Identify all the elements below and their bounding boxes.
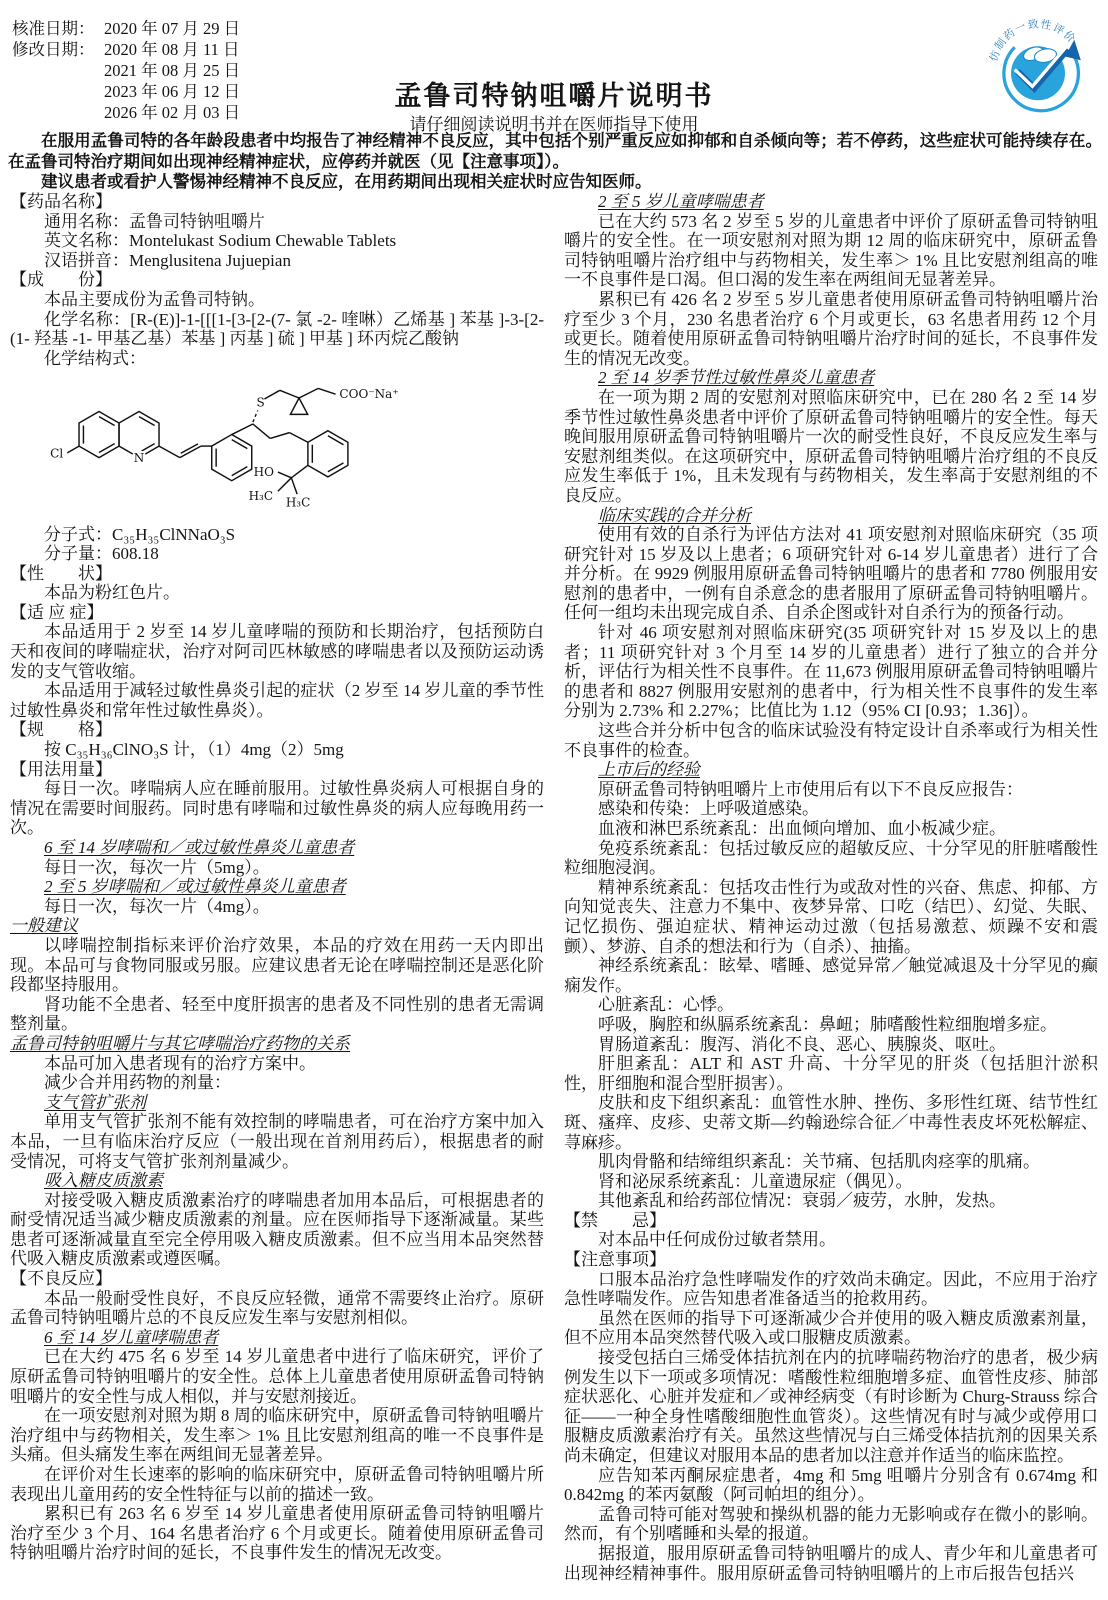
paragraph: 本品为粉红色片。 — [44, 583, 180, 603]
left-column-bottom-blocks — [10, 525, 544, 1563]
paragraph: 肾功能不全患者、轻至中度肝损害的患者及不同性别的患者无需调整剂量。 — [10, 994, 544, 1034]
paragraph: 在一项安慰剂对照为期 8 周的临床研究中，原研孟鲁司特钠咀嚼片治疗组中与药物相关，发生率＞ 1% 且比安慰剂组高的唯一不良事件是头痛。但头痛发生率在两组间无显著差异。 — [10, 1406, 544, 1465]
section-heading: 【规 格】 — [10, 720, 112, 740]
paragraph: 接受包括白三烯受体拮抗剂在内的抗哮喘药物治疗的患者，极少病例发生以下一项或多项情况：嗜酸性粒细胞增多症、血管性皮疹、肺部症状恶化、心脏并发症和／或神经病变（有时诊断为 Churg-Strauss 综合征——一种全身性嗜酸细胞性血管炎）。这些情况有时与减少或停用口服糖皮质激素治疗有关。虽然这些情况与白三烯受体拮抗剂的因果关系尚未确定，但建议对服用本品的患者加以注意并作适当的临床监控。 — [564, 1348, 1098, 1465]
subsection-heading: 支气管扩张剂 — [44, 1092, 146, 1112]
sulfur-atom-label: S — [256, 396, 265, 411]
revision-date-row — [12, 39, 240, 60]
carboxylate-sodium-label: COO⁻Na⁺ — [339, 387, 399, 402]
right-column — [564, 192, 1098, 1583]
paragraph: 已在大约 475 名 6 岁至 14 岁儿童患者中进行了临床研究，评价了原研孟鲁司特钠咀嚼片的安全性。总体上儿童患者使用原研孟鲁司特钠咀嚼片的安全性与成人相似，并与安慰剂接近。 — [10, 1347, 544, 1406]
section-heading: 【用法用量】 — [10, 759, 112, 779]
approval-date-row — [12, 18, 240, 39]
paragraph: 本品主要成份为孟鲁司特钠。 — [44, 289, 265, 309]
paragraph: 以哮喘控制指标来评价治疗效果，本品的疗效在用药一天内即出现。本品可与食物同服或另服。应建议患者无论在哮喘控制还是恶化阶段都坚持服用。 — [10, 935, 544, 995]
paragraph: 口服本品治疗急性哮喘发作的疗效尚未确定。因此，不应用于治疗急性哮喘发作。应告知患者准备适当的抢救用药。 — [564, 1269, 1098, 1309]
montelukast-structure-drawing — [24, 373, 476, 519]
paragraph: 神经系统紊乱：眩晕、嗜睡、感觉异常／触觉减退及十分罕见的癫痫发作。 — [564, 956, 1098, 995]
subsection-heading: 6 至 14 岁哮喘和／或过敏性鼻炎儿童患者 — [44, 838, 355, 858]
paragraph: 在一项为期 2 周的安慰剂对照临床研究中，已在 280 名 2 至 14 岁季节性过敏性鼻炎患者中评价了原研孟鲁司特钠咀嚼片的安全性。每天晚间服用原研孟鲁司特钠咀嚼片一次的耐受性良好，不良反应发生率与安慰剂组类似。在这项研究中，原研孟鲁司特钠咀嚼片治疗组的不良反应发生率低于 1%，且未发现有与药物相关，发生率高于安慰剂组的不良反应。 — [564, 387, 1098, 505]
paragraph: 分子式：C₃₅H₃₅ClNNaO₃S — [44, 524, 236, 544]
chlorine-atom-label: Cl — [50, 446, 64, 461]
approval-date-value: 2020 年 07 月 29 日 — [104, 19, 241, 38]
paragraph: 精神系统紊乱：包括攻击性行为或敌对性的兴奋、焦虑、抑郁、方向知觉丧失、注意力不集中、夜梦异常、口吃（结巴）、幻觉、失眠、记忆损伤、强迫症状、精神运动过激（包括易激惹、烦躁不安和震颤）、梦游、自杀的想法和行为（自杀）、抽搐。 — [564, 877, 1098, 956]
logo-arc-text: 仿制药一致性评价 — [986, 17, 1079, 64]
paragraph: 英文名称：Montelukast Sodium Chewable Tablets — [44, 231, 397, 251]
hydroxyl-label: HO — [253, 465, 275, 480]
subsection-heading: 一般建议 — [10, 916, 78, 936]
paragraph: 虽然在医师的指导下可逐渐减少合并使用的吸入糖皮质激素剂量，但不应用本品突然替代吸入或口服糖皮质激素。 — [564, 1308, 1098, 1348]
paragraph: 肝胆紊乱：ALT 和 AST 升高、十分罕见的肝炎（包括胆汁淤积性，肝细胞和混合型肝损害）。 — [564, 1054, 1098, 1093]
nitrogen-atom-label: N — [133, 451, 145, 466]
section-heading: 【适 应 症】 — [10, 602, 104, 622]
paragraph: 据报道，服用原研孟鲁司特钠咀嚼片的成人、青少年和儿童患者可出现神经精神事件。服用原研孟鲁司特钠咀嚼片的上市后报告包括兴 — [564, 1543, 1098, 1583]
warning-paragraph: 在服用孟鲁司特的各年龄段患者中均报告了神经精神不良反应，其中包括个别严重反应如抑郁和自杀倾向等；若不停药，这些症状可能持续存在。在孟鲁司特治疗期间如出现神经精神症状，应停药并就医（见【注意事项】）。 — [8, 131, 1102, 171]
paragraph: 本品可加入患者现有的治疗方案中。 — [44, 1053, 316, 1073]
document-title: 孟鲁司特钠咀嚼片说明书 — [394, 81, 714, 111]
paragraph: 感染和传染：上呼吸道感染。 — [598, 799, 819, 819]
paragraph: 本品适用于 2 岁至 14 岁儿童哮喘的预防和长期治疗，包括预防白天和夜间的哮喘症状，治疗对阿司匹林敏感的哮喘患者以及预防运动诱发的支气管收缩。 — [10, 622, 544, 681]
subsection-heading: 2 至 5 岁儿童哮喘患者 — [598, 192, 764, 211]
header — [0, 0, 1108, 192]
paragraph: 应告知苯丙酮尿症患者，4mg 和 5mg 咀嚼片分别含有 0.674mg 和 0.842mg 的苯丙氨酸（阿司帕坦的组分）。 — [564, 1465, 1098, 1505]
methyl-label: H₃C — [285, 496, 311, 511]
two-column-body — [0, 192, 1108, 1583]
paragraph: 通用名称：孟鲁司特钠咀嚼片 — [44, 211, 265, 231]
section-heading: 【性 状】 — [10, 563, 112, 583]
paragraph: 本品适用于减轻过敏性鼻炎引起的症状（2 岁至 14 岁儿童的季节性过敏性鼻炎和常年性过敏性鼻炎）。 — [10, 681, 544, 720]
paragraph: 针对 46 项安慰剂对照临床研究(35 项研究针对 15 岁及以上的患者；11 项研究针对 3 个月至 14 岁的儿童患者）进行了独立的合并分析，评估行为相关性不良事件。在 11,673 例服用原研孟鲁司特钠咀嚼片的患者和 8827 例服用安慰剂的患者中，行为相关性不良事件的发生率分别为 2.73% 和 2.27%；比值比为 1.12（95% CI [0.93；1.36]）。 — [564, 623, 1098, 721]
paragraph: 肾和泌尿系统紊乱：儿童遗尿症（偶见）。 — [598, 1171, 913, 1191]
paragraph: 血液和淋巴系统紊乱：出血倾向增加、血小板减少症。 — [598, 819, 1006, 838]
revision-date-value: 2023 年 06 月 12 日 — [104, 82, 241, 101]
paragraph: 孟鲁司特可能对驾驶和操纵机器的能力无影响或存在微小的影响。然而，有个别嗜睡和头晕的报道。 — [564, 1504, 1098, 1544]
right-column-blocks — [564, 192, 1098, 1583]
paragraph: 化学结构式： — [44, 348, 146, 368]
paragraph: 呼吸，胸腔和纵膈系统紊乱：鼻衄；肺嗜酸性粒细胞增多症。 — [598, 1014, 1057, 1034]
document-subtitle: 请仔细阅读说明书并在医师指导下使用 — [409, 115, 699, 134]
paragraph: 每日一次。哮喘病人应在睡前服用。过敏性鼻炎病人可根据自身的情况在需要时间服药。同时患有哮喘和过敏性鼻炎的病人应每晚用药一次。 — [10, 779, 544, 838]
paragraph: 使用有效的自杀行为评估方法对 41 项安慰剂对照临床研究（35 项研究针对 15 岁及以上患者；6 项研究针对 6-14 岁儿童患者）进行了合并分析。在 9929 例服用原研孟鲁司特钠咀嚼片的患者和 7780 例服用安慰剂的患者中，一例有自杀意念的患者服用了原研孟鲁司特钠咀嚼片。任何一组均未出现完成自杀、自杀企图或针对自杀行为的预备行动。 — [564, 525, 1098, 623]
chemical-structure-figure — [24, 373, 476, 519]
paragraph: 每日一次，每次一片（4mg）。 — [44, 896, 270, 916]
paragraph: 皮肤和皮下组织紊乱：血管性水肿、挫伤、多形性红斑、结节性红斑、瘙痒、皮疹、史蒂文斯—约翰逊综合征／中毒性表皮坏死松解症、荨麻疹。 — [564, 1093, 1098, 1152]
paragraph: 胃肠道紊乱：腹泻、消化不良、恶心、胰腺炎、呕吐。 — [598, 1034, 1006, 1054]
paragraph: 每日一次，每次一片（5mg）。 — [44, 857, 270, 877]
paragraph: 对接受吸入糖皮质激素治疗的哮喘患者加用本品后，可根据患者的耐受情况适当减少糖皮质激素的剂量。应在医师指导下逐渐减量。某些患者可逐渐减量直至完全停用吸入糖皮质激素。但不应当用本品突然替代吸入糖皮质激素或遵医嘱。 — [10, 1190, 544, 1269]
paragraph: 化学名称：[R-(E)]-1-[[[1-[3-[2-(7- 氯 -2- 喹啉）乙烯基 ] 苯基 ]-3-[2-(1- 羟基 -1- 甲基乙基）苯基 ] 丙基 ] 硫 ] 甲基 ] 环丙烷乙酸钠 — [10, 309, 544, 349]
revision-date-value: 2021 年 08 月 25 日 — [104, 61, 241, 80]
section-heading: 【成 份】 — [10, 270, 112, 290]
approval-date-label: 核准日期： — [12, 19, 95, 38]
paragraph: 本品一般耐受性良好，不良反应轻微，通常不需要终止治疗。原研孟鲁司特钠咀嚼片总的不良反应发生率与安慰剂相似。 — [10, 1288, 544, 1328]
paragraph: 心脏紊乱：心悸。 — [598, 995, 734, 1015]
subsection-heading: 2 至 14 岁季节性过敏性鼻炎儿童患者 — [598, 368, 875, 388]
left-column — [10, 192, 544, 1583]
subsection-heading: 吸入糖皮质激素 — [44, 1171, 163, 1191]
paragraph: 已在大约 573 名 2 岁至 5 岁的儿童患者中评价了原研孟鲁司特钠咀嚼片的安全性。在一项安慰剂对照为期 12 周的临床研究中，原研孟鲁司特钠咀嚼片治疗组中与药物相关，发生率＞ 1% 且比安慰剂组高的唯一不良事件是口渴。但口渴的发生率在两组间无显著差异。 — [564, 211, 1098, 290]
paragraph: 减少合并用药物的剂量： — [44, 1073, 231, 1093]
subsection-heading: 孟鲁司特钠咀嚼片与其它哮喘治疗药物的关系 — [10, 1033, 350, 1053]
paragraph: 分子量：608.18 — [44, 544, 159, 564]
section-heading: 【不良反应】 — [10, 1269, 112, 1289]
paragraph: 原研孟鲁司特钠咀嚼片上市使用后有以下不良反应报告： — [598, 779, 1023, 799]
methyl-label: H₃C — [248, 489, 274, 504]
revision-date-value: 2026 年 02 月 03 日 — [104, 103, 241, 122]
section-heading: 【药品名称】 — [10, 192, 112, 211]
consistency-evaluation-logo-icon — [984, 10, 1092, 118]
paragraph: 汉语拼音：Menglusitena Jujuepian — [44, 250, 291, 270]
paragraph: 累积已有 263 名 6 岁至 14 岁儿童患者使用原研孟鲁司特钠咀嚼片治疗至少 3 个月、164 名患者治疗 6 个月或更长。随着使用原研孟鲁司特钠咀嚼片治疗时间的延长，不良事件发生的情况无改变。 — [10, 1504, 544, 1563]
subsection-heading: 临床实践的合并分析 — [598, 505, 751, 525]
subsection-heading: 上市后的经验 — [598, 760, 700, 780]
revision-date-label: 修改日期： — [12, 40, 95, 59]
section-heading: 【禁 忌】 — [564, 1210, 666, 1230]
revision-date-value: 2020 年 08 月 11 日 — [104, 40, 240, 59]
paragraph: 单用支气管扩张剂不能有效控制的哮喘患者，可在治疗方案中加入本品，一旦有临床治疗反应（一般出现在首剂用药后），根据患者的耐受情况，可将支气管扩张剂剂量减少。 — [10, 1112, 544, 1171]
paragraph: 这些合并分析中包含的临床试验没有特定设计自杀率或行为相关性不良事件的检查。 — [564, 721, 1098, 760]
boxed-warning — [8, 131, 1102, 193]
paragraph: 对本品中任何成份过敏者禁用。 — [598, 1230, 836, 1250]
paragraph: 免疫系统紊乱：包括过敏反应的超敏反应、十分罕见的肝脏嗜酸性粒细胞浸润。 — [564, 838, 1098, 878]
paragraph: 在评价对生长速率的影响的临床研究中，原研孟鲁司特钠咀嚼片所表现出儿童用药的安全性特征与以前的描述一致。 — [10, 1465, 544, 1504]
paragraph: 肌肉骨骼和结缔组织紊乱：关节痛、包括肌肉痉挛的肌痛。 — [598, 1152, 1040, 1172]
left-column-top-blocks — [10, 192, 544, 368]
subsection-heading: 6 至 14 岁儿童哮喘患者 — [44, 1327, 219, 1347]
paragraph: 其他紊乱和给药部位情况：衰弱／疲劳，水肿，发热。 — [598, 1191, 1006, 1211]
warning-paragraph: 建议患者或看护人警惕神经精神不良反应，在用药期间出现相关症状时应告知医师。 — [41, 172, 652, 191]
subsection-heading: 2 至 5 岁哮喘和／或过敏性鼻炎儿童患者 — [44, 877, 346, 897]
paragraph: 按 C₃₅H₃₆ClNO₃S 计，（1）4mg（2）5mg — [44, 740, 344, 760]
section-heading: 【注意事项】 — [564, 1250, 666, 1270]
paragraph: 累积已有 426 名 2 岁至 5 岁儿童患者使用原研孟鲁司特钠咀嚼片治疗至少 3 个月，230 名患者治疗 6 个月或更长，63 名患者用药 12 个月或更长。随着使用原研孟鲁司特钠咀嚼片治疗时间的延长，不良事件发生的情况无改变。 — [564, 289, 1098, 368]
